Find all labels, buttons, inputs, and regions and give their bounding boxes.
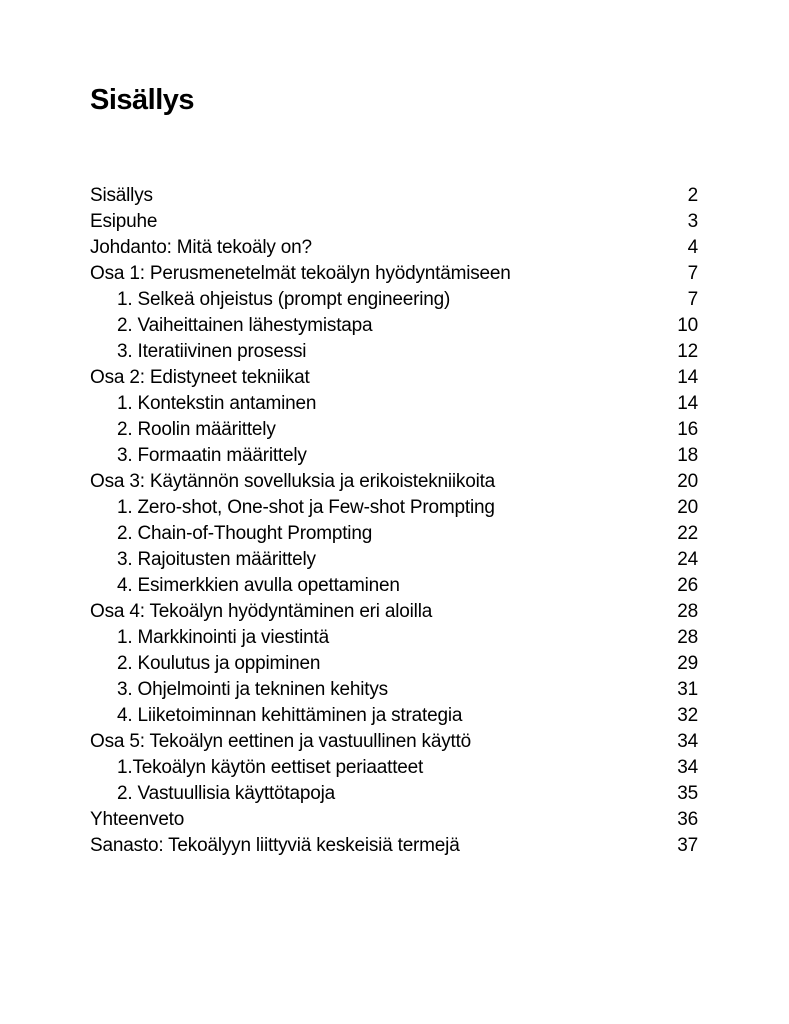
toc-entry-page-number: 4 — [687, 237, 698, 258]
toc-entry-label: 2. Chain-of-Thought Prompting — [117, 523, 373, 544]
toc-entry-page-number: 34 — [677, 731, 698, 752]
toc-entry-page-number: 12 — [677, 341, 698, 362]
toc-entry-label: 2. Roolin määrittely — [117, 419, 276, 440]
toc-entry-label: 1. Markkinointi ja viestintä — [117, 627, 329, 648]
toc-entry-page-number: 26 — [677, 575, 698, 596]
toc-entry-page-number: 28 — [677, 601, 698, 622]
toc-entry — [90, 651, 698, 677]
toc-entry — [90, 495, 698, 521]
toc-entry — [90, 443, 698, 469]
toc-entry-page-number: 7 — [687, 289, 698, 310]
toc-entry-page-number: 16 — [677, 419, 698, 440]
toc-entry-label: Osa 4: Tekoälyn hyödyntäminen eri aloilla — [90, 601, 433, 622]
toc-entry-label: Osa 5: Tekoälyn eettinen ja vastuullinen käyttö — [90, 731, 472, 752]
toc-entry-label: 2. Vastuullisia käyttötapoja — [117, 783, 335, 804]
toc-entry-page-number: 28 — [677, 627, 698, 648]
toc-entry-label: 3. Ohjelmointi ja tekninen kehitys — [117, 679, 388, 700]
toc-entry — [90, 703, 698, 729]
toc-entry — [90, 417, 698, 443]
toc-entry-page-number: 37 — [677, 835, 698, 856]
toc-entry-page-number: 2 — [687, 185, 698, 206]
toc-entry — [90, 521, 698, 547]
toc-entry-label: 2. Koulutus ja oppiminen — [117, 653, 321, 674]
toc-entry-label: 1. Kontekstin antaminen — [117, 393, 317, 414]
toc-entry-label: 3. Rajoitusten määrittely — [117, 549, 316, 570]
toc-entry-page-number: 10 — [677, 315, 698, 336]
toc-entry-page-number: 14 — [677, 367, 698, 388]
toc-entry — [90, 469, 698, 495]
table-of-contents — [90, 183, 698, 859]
toc-entry-label: Johdanto: Mitä tekoäly on? — [90, 237, 312, 258]
toc-entry — [90, 547, 698, 573]
toc-entry-label: 4. Esimerkkien avulla opettaminen — [117, 575, 400, 596]
toc-entry-label: 1. Selkeä ohjeistus (prompt engineering) — [117, 289, 451, 310]
toc-entry-label: Osa 2: Edistyneet tekniikat — [90, 367, 310, 388]
toc-entry-page-number: 34 — [677, 757, 698, 778]
toc-entry — [90, 755, 698, 781]
toc-entry-page-number: 3 — [687, 211, 698, 232]
toc-entry — [90, 313, 698, 339]
toc-entry-page-number: 31 — [677, 679, 698, 700]
toc-entry — [90, 677, 698, 703]
toc-entry — [90, 625, 698, 651]
toc-entry-label: Sisällys — [90, 185, 153, 206]
toc-entry — [90, 807, 698, 833]
toc-entry-page-number: 22 — [677, 523, 698, 544]
toc-entry — [90, 833, 698, 859]
toc-entry-label: 1. Zero-shot, One-shot ja Few-shot Prompting — [117, 497, 495, 518]
toc-entry-label: 3. Iteratiivinen prosessi — [117, 341, 307, 362]
toc-entry-page-number: 24 — [677, 549, 698, 570]
toc-entry — [90, 209, 698, 235]
toc-entry-page-number: 18 — [677, 445, 698, 466]
toc-entry — [90, 287, 698, 313]
toc-entry-label: 1.Tekoälyn käytön eettiset periaatteet — [117, 757, 424, 778]
toc-entry-label: 2. Vaiheittainen lähestymistapa — [117, 315, 373, 336]
toc-entry — [90, 729, 698, 755]
toc-entry-label: Osa 3: Käytännön sovelluksia ja erikoistekniikoita — [90, 471, 496, 492]
toc-entry-page-number: 29 — [677, 653, 698, 674]
toc-entry — [90, 391, 698, 417]
toc-entry-label: 4. Liiketoiminnan kehittäminen ja strategia — [117, 705, 463, 726]
toc-entry — [90, 781, 698, 807]
toc-entry — [90, 235, 698, 261]
page-title: Sisällys — [90, 84, 195, 116]
toc-entry — [90, 599, 698, 625]
toc-entry-page-number: 7 — [687, 263, 698, 284]
toc-entry-label: Yhteenveto — [90, 809, 185, 830]
toc-entry-page-number: 32 — [677, 705, 698, 726]
toc-entry — [90, 365, 698, 391]
toc-entry-page-number: 14 — [677, 393, 698, 414]
toc-entry — [90, 339, 698, 365]
toc-entry — [90, 573, 698, 599]
toc-entry — [90, 261, 698, 287]
toc-entry-label: 3. Formaatin määrittely — [117, 445, 307, 466]
toc-entry-label: Sanasto: Tekoälyyn liittyviä keskeisiä termejä — [90, 835, 460, 856]
toc-entry-label: Esipuhe — [90, 211, 158, 232]
toc-entry-label: Osa 1: Perusmenetelmät tekoälyn hyödyntämiseen — [90, 263, 511, 284]
toc-entry-page-number: 36 — [677, 809, 698, 830]
toc-entry-page-number: 20 — [677, 471, 698, 492]
toc-entry-page-number: 20 — [677, 497, 698, 518]
toc-entry-page-number: 35 — [677, 783, 698, 804]
toc-entry — [90, 183, 698, 209]
